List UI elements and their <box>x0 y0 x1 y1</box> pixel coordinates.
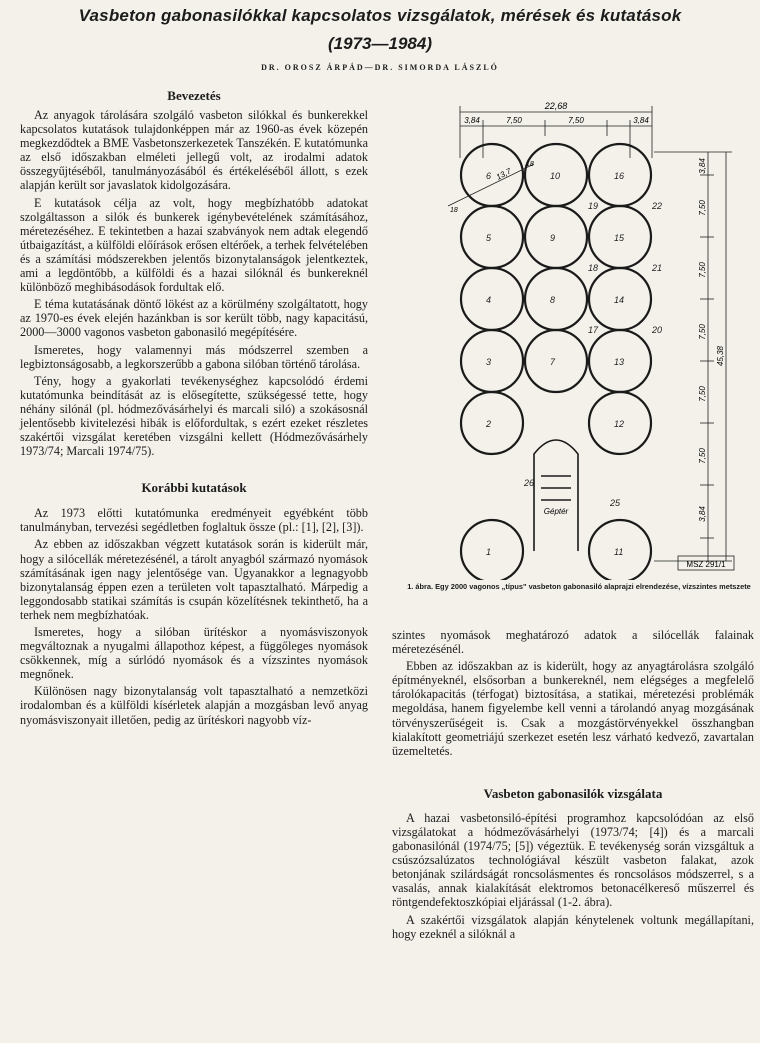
silo-cell <box>461 268 523 330</box>
silo-cell-number: 15 <box>614 233 625 243</box>
silo-cell-number: 6 <box>486 171 492 181</box>
paragraph: Tény, hogy a gyakorlati tevékenységhez kapcsolódó érdemi kutatómunka beindítását az is elősegítette, szükségessé tette, hogy néhány silónál (pl. hódmezővásárhelyi és marcali siló) a szokásosnál jelentősebb kivitelezési hibák is előfordultak, s ezért ezeket részletes szakértői vizsgálat keretében vizsgálni kellett (Hódmezővásárhely 1973/74; Marcali 1974/75). <box>20 373 368 459</box>
silo-cell-number: 11 <box>614 547 624 557</box>
silo-cell-number: 21 <box>652 263 663 273</box>
paragraph: A szakértői vizsgálatok alapján kénytelenek voltunk megállapítani, hogy ezeknél a silóknál a <box>392 912 754 941</box>
section-heading-vizsgalata: Vasbeton gabonasilók vizsgálata <box>483 785 663 801</box>
silo-cell-number: 2 <box>486 419 492 429</box>
dim-total-width: 22,68 <box>544 101 568 111</box>
paragraph: A hazai vasbetonsiló-építési programhoz kapcsolódóan az első vizsgálatokat a hódmezővásárhelyi (1973/74; [4]) és a marcali gabonasilónál (1974/75; [5]) végeztük. E tevékenység során vizsgáltuk a csúszózsalúzatos technológiával készült vasbeton falakat, azok betonjának szilárdságát roncsolásmentes és roncsolásos módszerrel, s a vasalás, annak kialakítását elektromos betonacélkereső műszerrel és röntgendefektoszkópiai eljárással (1-2. ábra). <box>392 810 754 910</box>
silo-cell-number: 4 <box>486 295 492 305</box>
silo-cell <box>525 330 587 392</box>
silo-cell-number: 8 <box>550 295 556 305</box>
paragraph: Ebben az időszakban az is kiderült, hogy az anyagtárolásra szolgáló építményeknél, elsősorban a bunkereknél, nem elégséges a megfelelő tárolókapacitás (térfogat) biztosítása, a statikai, méretezési problémák megoldása, hanem figyelembe kell venni a tárolandó anyag mozgásának törvényszerűségeit is. Csak a mozgástörvényekkel összhangban kialakított geometriájú szerkezet esetén lesz várható kedvező, zavartalan üzemeltetés. <box>392 659 754 758</box>
silo-cell-number: 13 <box>614 357 625 367</box>
paragraph: Ismeretes, hogy a silóban ürítéskor a nyomásviszonyok megváltoznak a nyugalmi állapothoz képest, a függőleges nyomások csökkennek, míg a súrlódó nyomások és a vízszintes nyomások megnőnek. <box>20 625 368 682</box>
section-heading-bevezetes: Bevezetés <box>167 88 221 103</box>
silo-cell-number: 22 <box>652 201 663 211</box>
silo-cell <box>461 330 523 392</box>
silo-cell <box>525 206 587 268</box>
paragraph: Az ebben az időszakban végzett kutatások során is kiderült már, hogy a silócellák méretezésénél, a tárolt anyagból származó nyomások számításának igen nagy jelentősége van. Ugyanakkor a legnagyobb bizonytalanság éppen ezen a területen volt tapasztalható. Márpedig a leggondosabb statikai számítás is csupán közelítésnek tekinthető, ha a terhek nem megbízhatóak. <box>20 537 368 622</box>
silo-cell-number: 20 <box>652 325 663 335</box>
paragraph: Az 1973 előtti kutatómunka eredményeit egyébként több tanulmányban, tervezési segédletben foglaltuk össze (pl.: [1], [2], [3]). <box>20 506 368 535</box>
silo-cell-number: 7 <box>550 357 556 367</box>
dim-right-7: 3,84 <box>698 506 707 522</box>
silo-cell-number: 16 <box>614 171 625 181</box>
left-column <box>20 88 368 727</box>
silo-cell-number: 25 <box>610 498 621 508</box>
silo-cell-number: 14 <box>614 295 625 305</box>
article-title: Vasbeton gabonasilókkal kapcsolatos vizsgálatok, mérések és kutatások <box>78 6 682 25</box>
dim-right-4: 7,50 <box>698 324 707 340</box>
silo-cell <box>525 268 587 330</box>
paragraph: E kutatások célja az volt, hogy megbízhatóbb adatokat szolgáltasson a silók és bunkerek igénybevételének számításához, méretezéséhez. E tekintetben a hazai szabványok nem adtak elegendő útbaigazítást, a külföldi előírások erősen eltérőek, a terhek felvételében és a számítási módszerekben jelentős bizonytalanságok jelentkeztek, ami a legdöntőbb, a külföldi és a hazai silóknál és bunkereknél különböző meghibásodások fordultak elő. <box>20 195 368 295</box>
right-column <box>392 628 754 941</box>
dim-right-5: 7,50 <box>698 386 707 402</box>
silo-cell <box>461 392 523 454</box>
dim-right-6: 7,50 <box>698 448 707 464</box>
article-years: (1973—1984) <box>328 34 432 53</box>
dim-diagonal: 13,7 <box>494 166 513 182</box>
silo-plan-drawing <box>408 96 760 580</box>
dim-right-3: 7,50 <box>698 262 707 278</box>
figure-caption: 1. ábra. Egy 2000 vagonos „típus" vasbeton gabonasiló alaprajzi elrendezése, vízszintes metszete <box>407 582 751 591</box>
silo-cell-number: 17 <box>588 325 599 335</box>
dim-right-total: 45,38 <box>716 345 725 367</box>
standard-stamp: MSZ 291/1 <box>686 560 726 569</box>
silo-cell <box>461 206 523 268</box>
silo-cell-number: 3 <box>486 357 492 367</box>
section-heading-korabbi: Korábbi kutatások <box>141 480 247 496</box>
paragraph: Különösen nagy bizonytalanság volt tapasztalható a nemzetközi irodalomban és a külföldi kísérletek alapján a mozgásban levő anyag nyomásviszonyait illetően, pedig az ürítéskori nagyobb víz- <box>20 684 368 727</box>
dim-diagonal-c: 18 <box>450 207 458 214</box>
paragraph: Ismeretes, hogy valamennyi más módszerrel szemben a legbiztonságosabb, a legkorszerűbb a gabona silóban történő tárolása. <box>20 342 368 371</box>
silo-cell-number: 18 <box>588 263 599 273</box>
silo-cell <box>461 144 523 206</box>
silo-cell-number: 12 <box>614 419 625 429</box>
silo-floor-plan-figure <box>408 96 760 580</box>
dim-top-4: 3,84 <box>633 116 649 125</box>
silo-cell-number: 5 <box>486 233 492 243</box>
paragraph: E téma kutatásának döntő lökést az a körülmény szolgáltatott, hogy az 1970-es évek elején hazánkban is sor került több, nagy kapacitású, 2000—3000 vagonos vasbeton gabonasiló megépítésére. <box>20 297 368 340</box>
machine-room-label: Géptér <box>543 507 569 516</box>
dim-top-2: 7,50 <box>506 116 522 125</box>
dim-top-3: 7,50 <box>568 116 584 125</box>
silo-cell <box>461 520 523 580</box>
article-authors: DR. OROSZ ÁRPÁD—DR. SIMORDA LÁSZLÓ <box>261 63 499 72</box>
dim-right-1: 3,84 <box>698 158 707 174</box>
silo-cell-number: 26 <box>524 478 535 488</box>
silo-cell-number: 10 <box>550 171 561 181</box>
silo-cell-number: 9 <box>550 233 556 243</box>
dim-right-2: 7,50 <box>698 200 707 216</box>
silo-cell-number: 1 <box>486 547 492 557</box>
paragraph: szintes nyomások meghatározó adatok a silócellák falainak méretezésénél. <box>392 628 754 657</box>
paragraph: Az anyagok tárolására szolgáló vasbeton silókkal és bunkerekkel kapcsolatos kutatások tulajdonképpen már az 1960-as évek közepén megkezdődtek a BME Vasbetonszerkezetek Tanszékén. E kutatómunka az első időszakban elméleti jellegű volt, az irodalmi adatok összegyűjtéséből, tanulmányozásából és értékeléséből állott, s ezek alapján került sor javaslatok kidolgozására. <box>20 108 368 193</box>
dim-diagonal-b: 18 <box>526 161 534 168</box>
dim-top-1: 3,84 <box>464 116 480 125</box>
silo-cell-number: 19 <box>588 201 599 211</box>
